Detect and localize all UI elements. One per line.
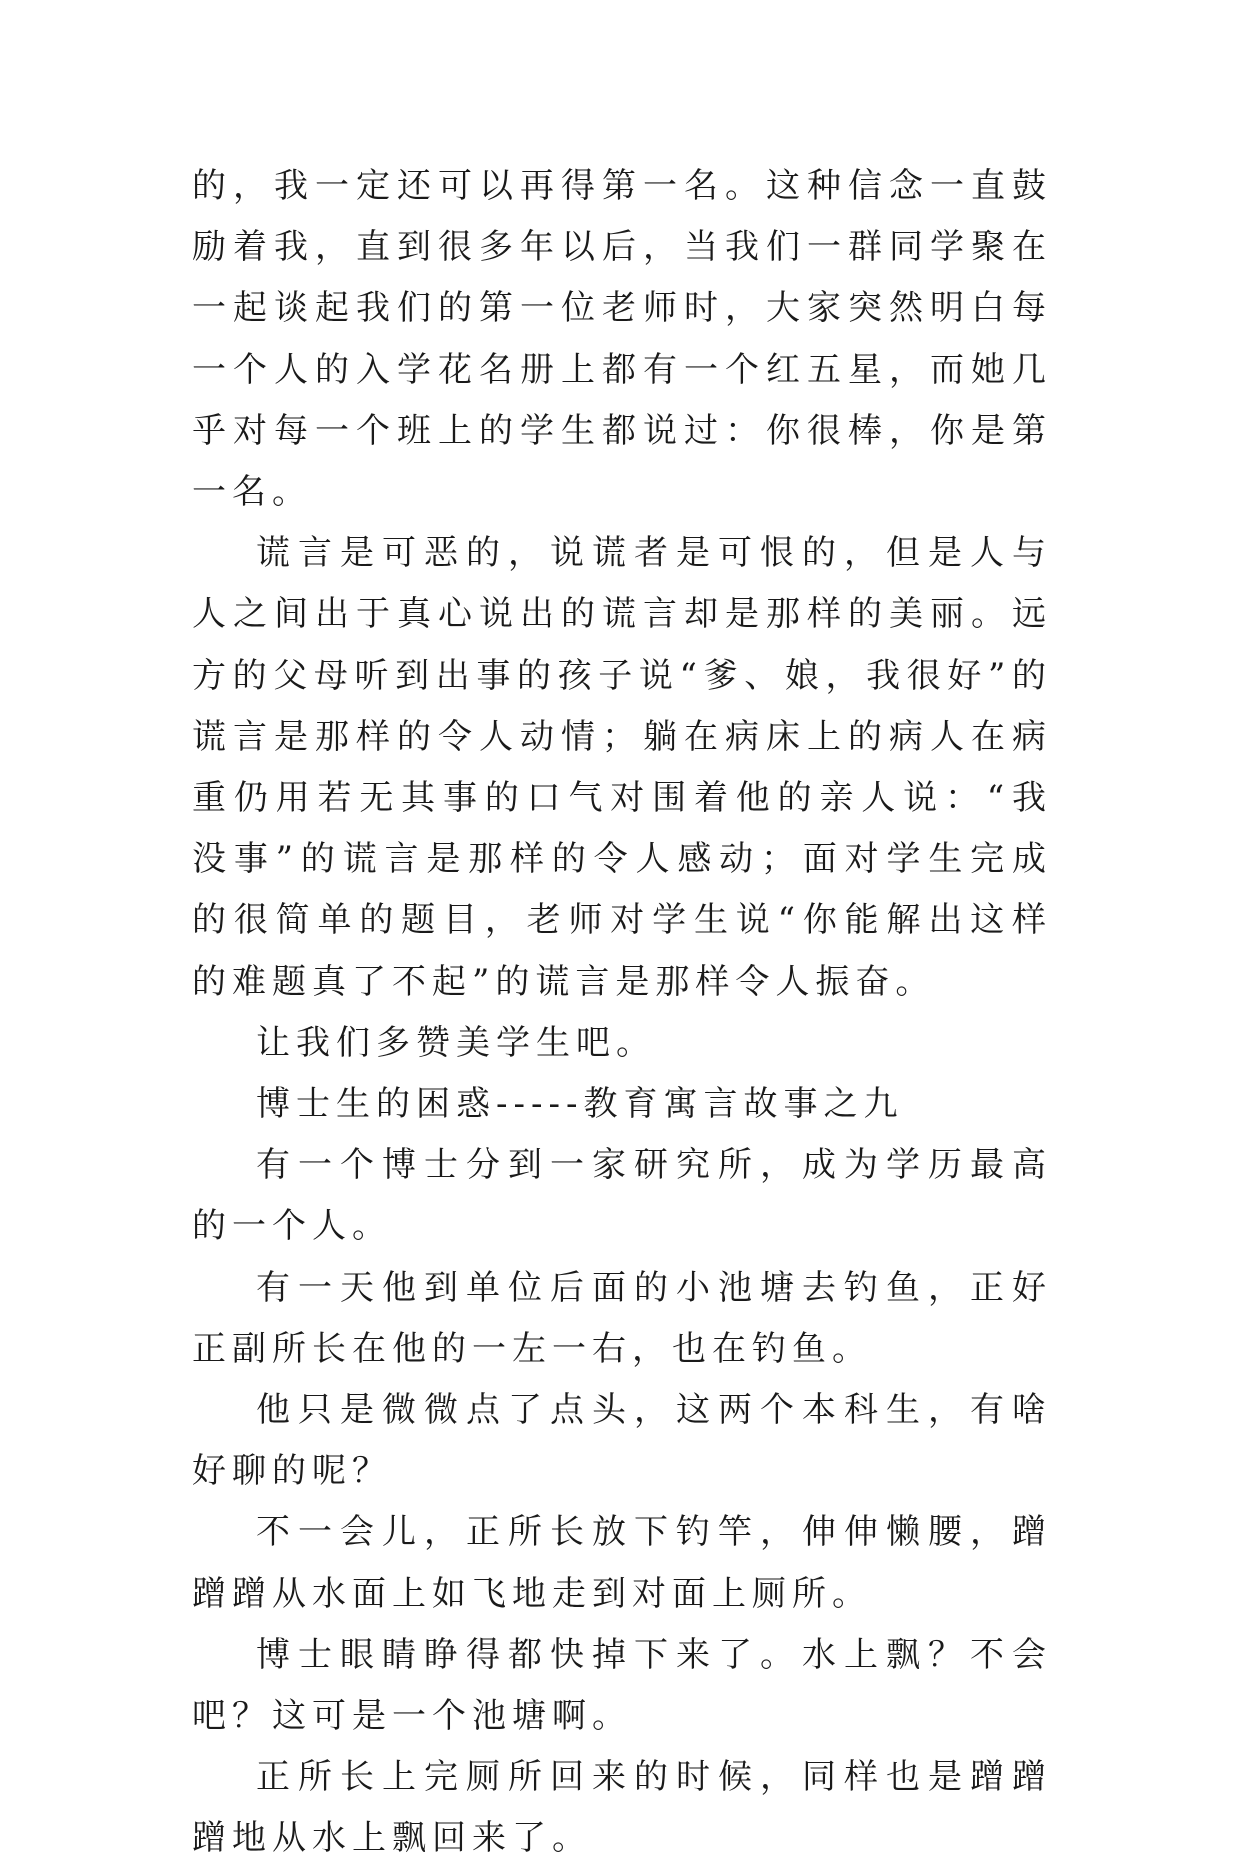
paragraph-2: 谎言是可恶的，说谎者是可恨的，但是人与人之间出于真心说出的谎言却是那样的美丽。远方的父母听到出事的孩子说“爹、娘，我很好”的谎言是那样的令人动情；躺在病床上的病人在病重仍用若无其事的口气对围着他的亲人说：“我没事”的谎言是那样的令人感动；面对学生完成的很简单的题目，老师对学生说“你能解出这样的难题真了不起”的谎言是那样令人振奋。 [192, 533, 1052, 1002]
paragraph-10: 正所长上完厕所回来的时候，同样也是蹭蹭蹭地从水上飘回来了。 [192, 1757, 1052, 1859]
paragraph-6: 有一天他到单位后面的小池塘去钓鱼，正好正副所长在他的一左一右，也在钓鱼。 [192, 1267, 1052, 1369]
paragraph-8: 不一会儿，正所长放下钓竿，伸伸懒腰，蹭蹭蹭从水面上如飞地走到对面上厕所。 [192, 1512, 1052, 1614]
paragraph-5: 有一个博士分到一家研究所，成为学历最高的一个人。 [192, 1145, 1052, 1247]
paragraph-9: 博士眼睛睁得都快掉下来了。水上飘？不会吧？这可是一个池塘啊。 [192, 1634, 1052, 1737]
paragraph-7: 他只是微微点了点头，这两个本科生，有啥好聊的呢？ [192, 1390, 1052, 1492]
paragraph-1: 的，我一定还可以再得第一名。这种信念一直鼓励着我，直到很多年以后，当我们一群同学聚在一起谈起我们的第一位老师时，大家突然明白每一个人的入学花名册上都有一个红五星，而她几乎对每一个班上的学生都说过：你很棒，你是第一名。 [192, 166, 1052, 513]
paragraph-3: 让我们多赞美学生吧。 [256, 1022, 656, 1063]
document-body [192, 156, 1052, 1870]
story-title: 博士生的困惑-----教育寓言故事之九 [256, 1084, 904, 1125]
